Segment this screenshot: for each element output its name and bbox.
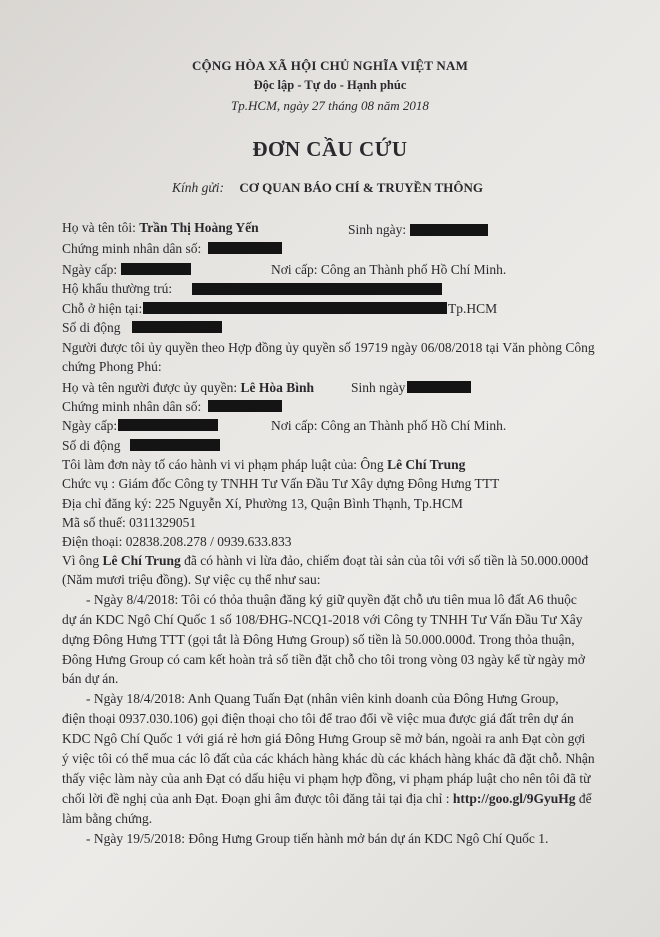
petitioner-name-line [62, 220, 259, 236]
petitioner-current-tail: Tp.HCM [448, 301, 498, 316]
accused-phone: Điện thoại: 02838.208.278 / 0939.633.833 [62, 534, 292, 549]
event-line: Đông Hưng Group có cam kết hoàn trả số tiền đặt chỗ cho tôi trong vòng 03 ngày kể từ ngày mở [62, 652, 586, 667]
accused-tax-code: Mã số thuế: 0311329051 [62, 515, 197, 530]
summary-post: đã có hành vi lừa đảo, chiếm đoạt tài sản của tôi với số tiền là 50.000.000đ [184, 553, 589, 568]
redaction-bar [121, 263, 191, 275]
motto: Độc lập - Tự do - Hạnh phúc [253, 78, 407, 92]
recipient-line [172, 180, 483, 196]
accused-intro-line [62, 457, 465, 473]
representative-name-line [62, 380, 314, 396]
redaction-bar [118, 419, 218, 431]
representative-issue-date-label: Ngày cấp: [62, 418, 118, 433]
redaction-bar [410, 224, 488, 236]
event-line: điện thoại 0937.030.106) gọi điện thoại cho tôi để trao đổi về việc mua được giá đất trên dự án [62, 711, 574, 726]
country-heading: CỘNG HÒA XÃ HỘI CHỦ NGHĨA VIỆT NAM [191, 58, 469, 73]
authorization-line: Người được tôi ủy quyền theo Hợp đồng ủy quyền số 19719 ngày 06/08/2018 tại Văn phòng Công [62, 340, 595, 355]
summary-pre: Vì ông [62, 553, 100, 568]
event-link-pre: chối lời đề nghị của anh Đạt. Đoạn ghi âm được tôi đăng tải tại địa chỉ : [62, 791, 450, 806]
representative-id-label: Chứng minh nhân dân số: [62, 399, 202, 414]
event-link-post: để [578, 791, 592, 806]
summary-line: (Năm mươi triệu đồng). Sự việc cụ thể như sau: [62, 572, 321, 587]
representative-dob-label: Sinh ngày [351, 380, 406, 395]
redaction-bar [407, 381, 471, 393]
event-line: làm bằng chứng. [62, 811, 153, 826]
accused-address: Địa chỉ đăng ký: 225 Nguyễn Xí, Phường 13, Quận Bình Thạnh, Tp.HCM [62, 496, 463, 511]
recipient-value: CƠ QUAN BÁO CHÍ & TRUYỀN THÔNG [239, 180, 484, 195]
representative-name-label: Họ và tên người được ủy quyền: [62, 380, 238, 395]
redaction-bar [192, 283, 442, 295]
event-line: - Ngày 19/5/2018: Đông Hưng Group tiến hành mở bán dự án KDC Ngô Chí Quốc 1. [86, 831, 549, 846]
petitioner-name-label: Họ và tên tôi: [62, 220, 136, 235]
redaction-bar [130, 439, 220, 451]
accused-intro: Tôi làm đơn này tố cáo hành vi vi phạm pháp luật của: Ông [62, 457, 384, 472]
event-line: - Ngày 8/4/2018: Tôi có thỏa thuận đăng ký giữ quyền đặt chỗ ưu tiên mua lô đất A6 thuộc [86, 592, 577, 607]
summary-name: Lê Chí Trung [102, 553, 181, 568]
representative-name: Lê Hòa Bình [240, 380, 315, 395]
event-line: - Ngày 18/4/2018: Anh Quang Tuấn Đạt (nhân viên kinh doanh của Đông Hưng Group, [86, 691, 559, 706]
event-line: dự án KDC Ngô Chí Quốc 1 số 108/ĐHG-NCQ1-2018 với Công ty TNHH Tư Vấn Đầu Tư Xây [62, 612, 583, 627]
petitioner-id-label: Chứng minh nhân dân số: [62, 241, 202, 256]
evidence-link[interactable]: http://goo.gl/9GyuHg [452, 791, 576, 806]
summary-line [62, 553, 588, 569]
petitioner-permanent-label: Hộ khẩu thường trú: [62, 281, 173, 296]
event-line: thấy việc làm này của anh Đạt có dấu hiệu vi phạm hợp đồng, vi phạm pháp luật cho nên tôi đã từ [62, 771, 591, 786]
place-date: Tp.HCM, ngày 27 tháng 08 năm 2018 [231, 98, 429, 113]
petitioner-phone-label: Số di động [62, 320, 121, 335]
representative-phone-label: Số di động [62, 438, 121, 453]
event-line: KDC Ngô Chí Quốc 1 với giá rẻ hơn giá Đông Hưng Group sẽ mở bán, ngoài ra anh Đạt còn gợi [62, 731, 586, 746]
redaction-bar [143, 302, 447, 314]
redaction-bar [208, 242, 282, 254]
event-line: ý việc tôi có thể mua các lô đất của các khách hàng khác dù các khách hàng khác đã đặt chỗ. Nhận [62, 751, 595, 766]
redaction-bar [132, 321, 222, 333]
petitioner-name: Trần Thị Hoàng Yến [139, 220, 259, 235]
petitioner-issue-date-label: Ngày cấp: [62, 262, 118, 277]
accused-name: Lê Chí Trung [387, 457, 466, 472]
event-link-line [62, 791, 592, 807]
document-title: ĐƠN CẦU CỨU [252, 137, 408, 161]
petitioner-dob-label: Sinh ngày: [348, 222, 407, 237]
petitioner-issue-place: Nơi cấp: Công an Thành phố Hồ Chí Minh. [271, 262, 507, 277]
redaction-bar [208, 400, 282, 412]
authorization-line: chứng Phong Phú: [62, 359, 162, 374]
petitioner-current-label: Chỗ ở hiện tại: [62, 301, 143, 316]
event-line: bán dự án. [62, 671, 119, 686]
accused-position: Chức vụ : Giám đốc Công ty TNHH Tư Vấn Đầu Tư Xây dựng Đông Hưng TTT [62, 476, 500, 491]
event-line: dựng Đông Hưng TTT (gọi tắt là Đông Hưng Group) số tiền là 50.000.000đ. Trong thỏa thuận, [62, 632, 575, 647]
recipient-label: Kính gửi: [172, 180, 224, 195]
representative-issue-place: Nơi cấp: Công an Thành phố Hồ Chí Minh. [271, 418, 507, 433]
